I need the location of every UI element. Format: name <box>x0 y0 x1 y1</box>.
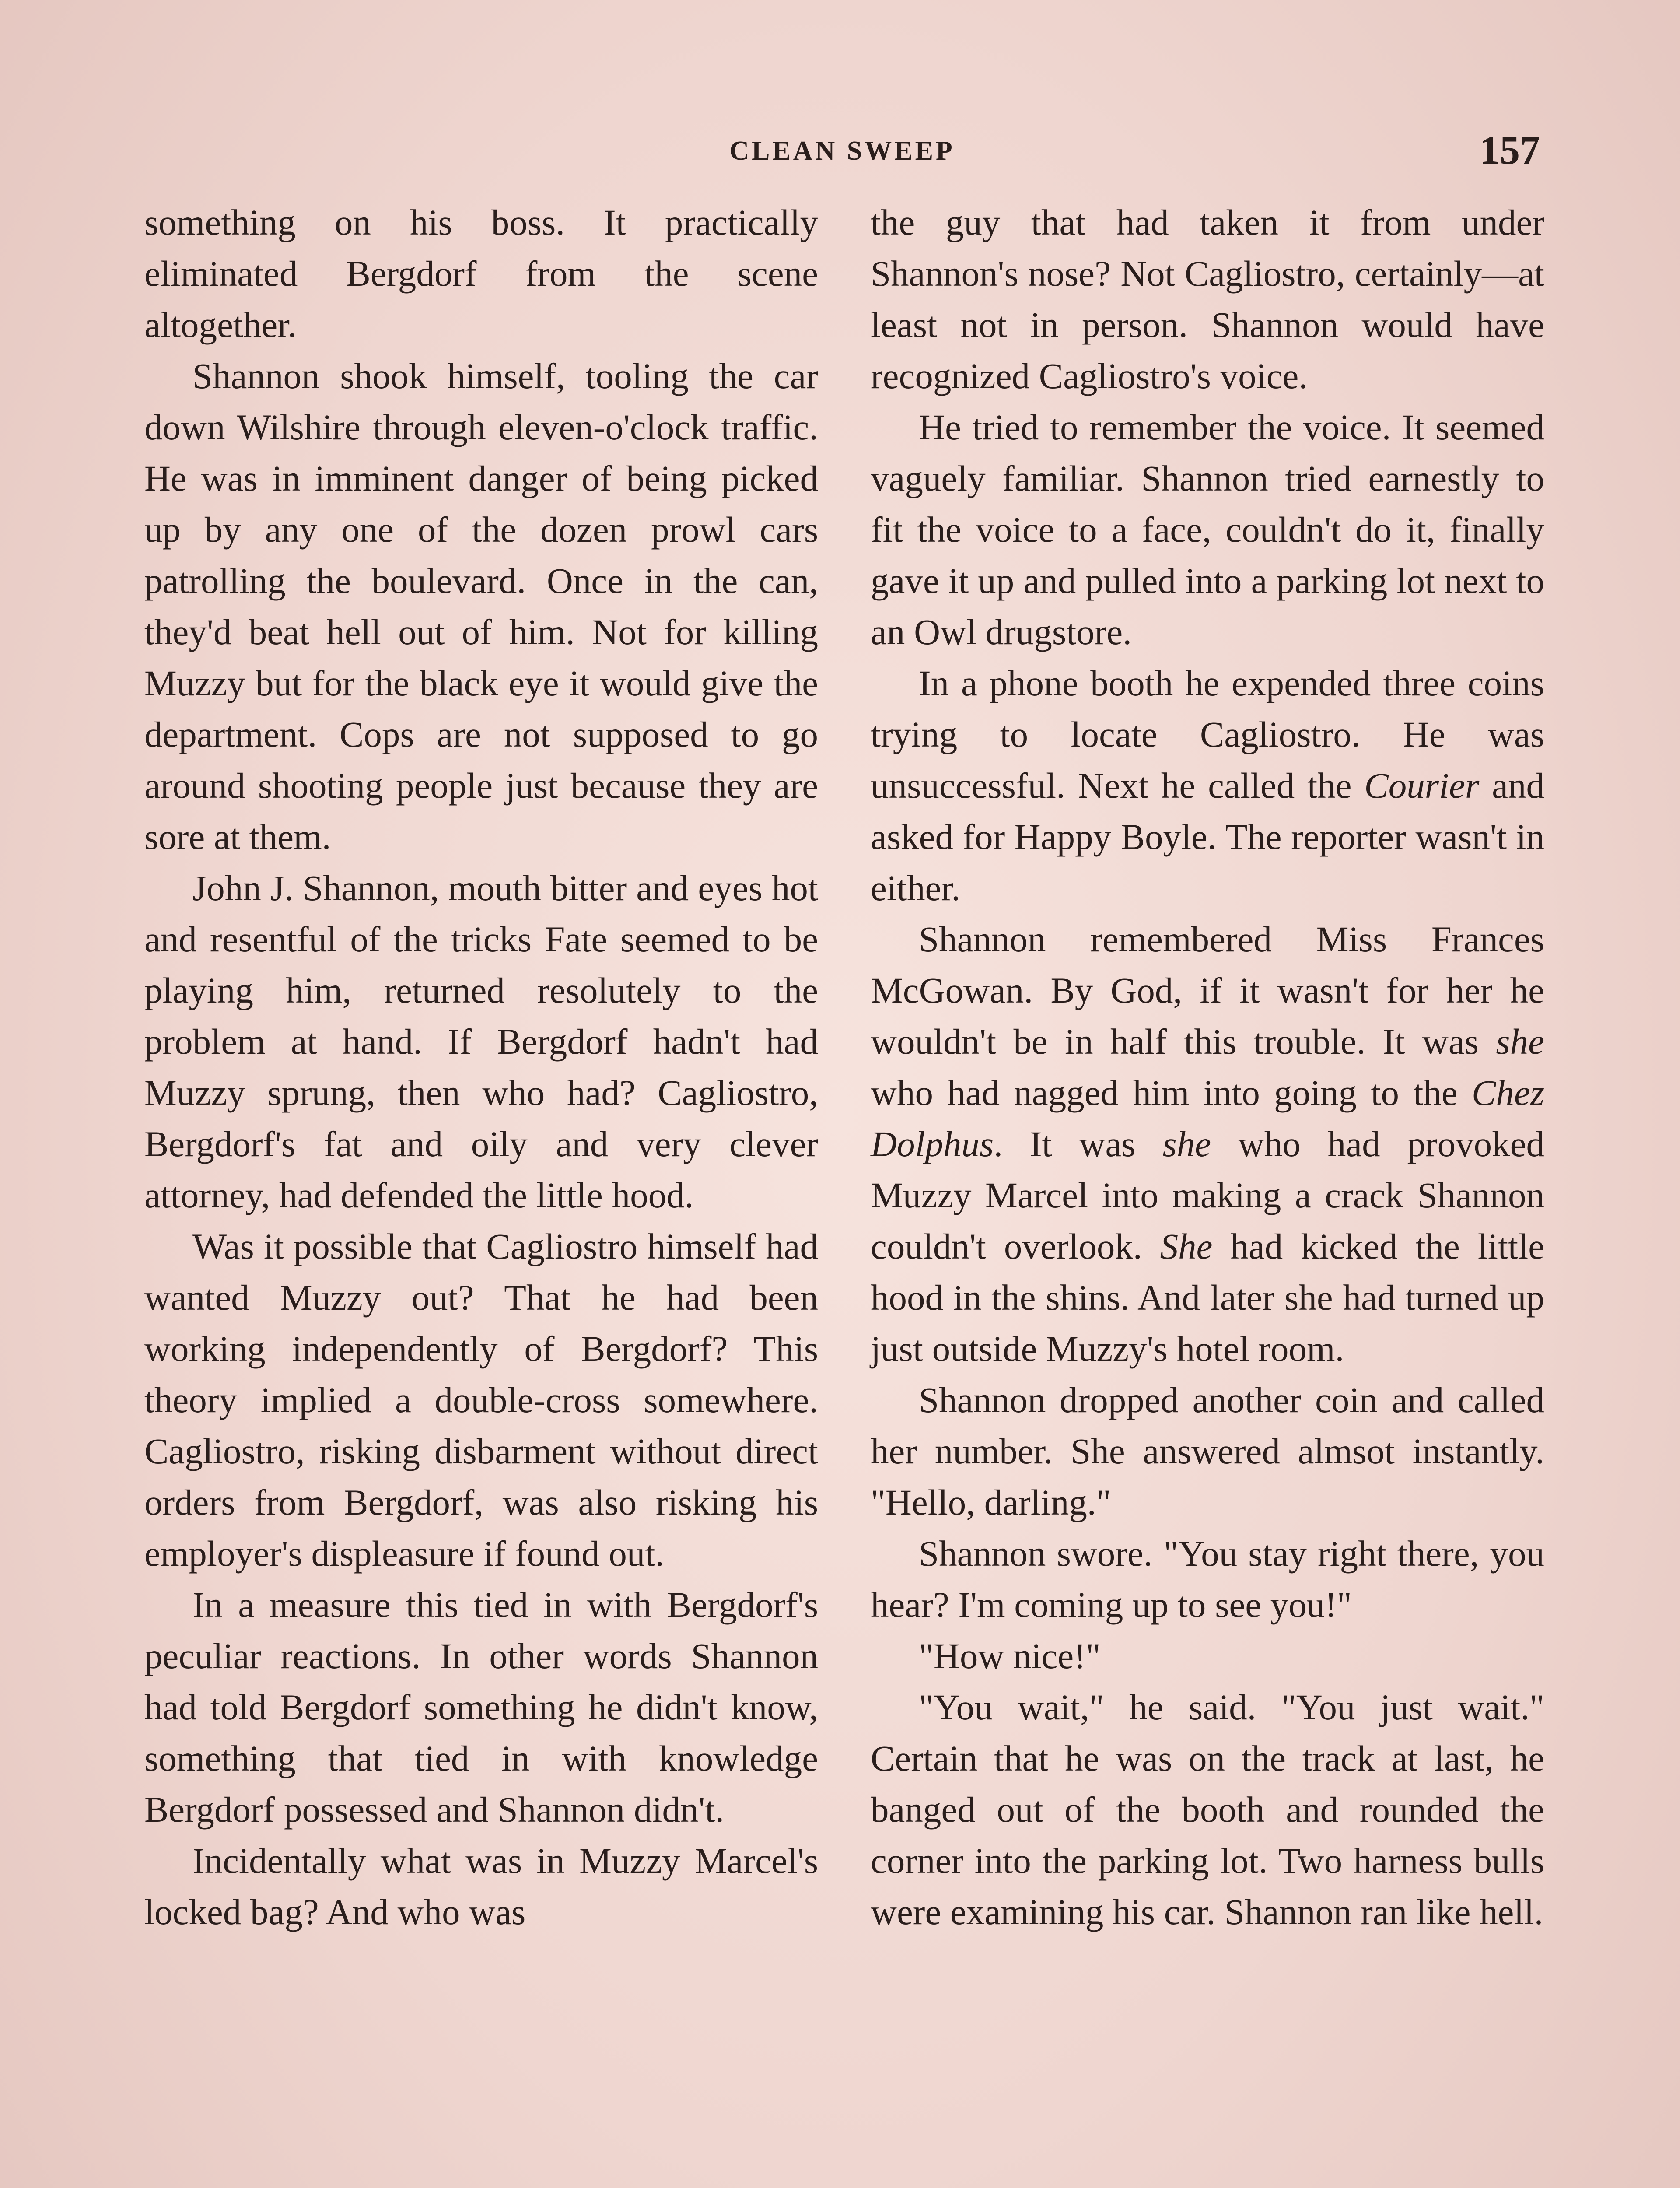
paragraph: John J. Shannon, mouth bitter and eyes hot and resentful of the tricks Fate seemed to be playing him, returned resolutely to the problem at hand. If Bergdorf hadn't had Muzzy sprung, then who had? Cagliostro, Bergdorf's fat and oily and very clever attorney, had defended the little hood. <box>144 868 818 1215</box>
paragraph: Was it possible that Cagliostro himself had wanted Muzzy out? That he had been working independently of Bergdorf? This theory implied a double-cross somewhere. Cagliostro, risking disbarment without direct orders from Bergdorf, was also risking his employer's displeasure if found out. <box>144 1226 818 1574</box>
text-run: . It was <box>994 1124 1163 1164</box>
text-run: and asked for Happy Boyle. The reporter wasn't in either. <box>871 765 1545 908</box>
paragraph <box>871 658 1544 914</box>
paragraph: something on his boss. It practically eliminated Bergdorf from the scene altogether. <box>144 202 818 345</box>
running-head: CLEAN SWEEP <box>729 136 955 166</box>
right-text-column <box>871 197 1544 1938</box>
text-run: had kicked the little hood in the shins. And later she had turned up just outside Muzzy's hotel room. <box>871 1226 1545 1369</box>
text-run: who had provoked Muzzy Marcel into making a crack Shannon couldn't overlook. <box>871 1124 1544 1266</box>
emphasis: she <box>1162 1124 1211 1164</box>
paragraph: "You wait," he said. "You just wait." Certain that he was on the track at last, he banged out of the booth and rounded the corner into the parking lot. Two harness bulls were examining his car. Shannon ran like hell. <box>871 1687 1544 1932</box>
paragraph: Shannon dropped another coin and called her number. She answered almsot instantly. "Hello, darling." <box>871 1380 1544 1522</box>
left-text-column <box>144 197 818 1938</box>
text-run: who had nagged him into going to the <box>871 1073 1472 1113</box>
paragraph: Shannon swore. "You stay right there, you hear? I'm coming up to see you!" <box>871 1533 1544 1625</box>
page-number: 157 <box>1480 128 1540 172</box>
club-name: Chez Dolphus <box>871 1073 1544 1164</box>
paragraph <box>871 914 1544 1375</box>
page-header <box>144 127 1540 179</box>
paragraph: the guy that had taken it from under Shannon's nose? Not Cagliostro, certainly—at least not in person. Shannon would have recognized Cagliostro's voice. <box>871 202 1544 396</box>
paragraph: "How nice!" <box>919 1636 1101 1676</box>
newspaper-name: Courier <box>1364 765 1480 806</box>
text-run: In a phone booth he expended three coins trying to locate Cagliostro. He was unsuccessful. Next he called the <box>871 663 1544 806</box>
paragraph: Incidentally what was in Muzzy Marcel's locked bag? And who was <box>144 1841 818 1932</box>
text-run: Shannon remembered Miss Frances McGowan. By God, if it wasn't for her he wouldn't be in half this trouble. It was <box>871 919 1544 1062</box>
emphasis: She <box>1160 1226 1213 1266</box>
emphasis: she <box>1496 1021 1544 1062</box>
paragraph: He tried to remember the voice. It seemed vaguely familiar. Shannon tried earnestly to fit the voice to a face, couldn't do it, finally gave it up and pulled into a parking lot next to an Owl drugstore. <box>871 407 1544 652</box>
paragraph: Shannon shook himself, tooling the car down Wilshire through eleven-o'clock traffic. He was in imminent danger of being picked up by any one of the dozen prowl cars patrolling the boulevard. Once in the can, they'd beat hell out of him. Not for killing Muzzy but for the black eye it would give the department. Cops are not supposed to go around shooting people just because they are sore at them. <box>144 356 818 857</box>
paragraph: In a measure this tied in with Bergdorf's peculiar reactions. In other words Shannon had told Bergdorf something he didn't know, something that tied in with knowledge Bergdorf possessed and Shannon didn't. <box>144 1585 818 1830</box>
